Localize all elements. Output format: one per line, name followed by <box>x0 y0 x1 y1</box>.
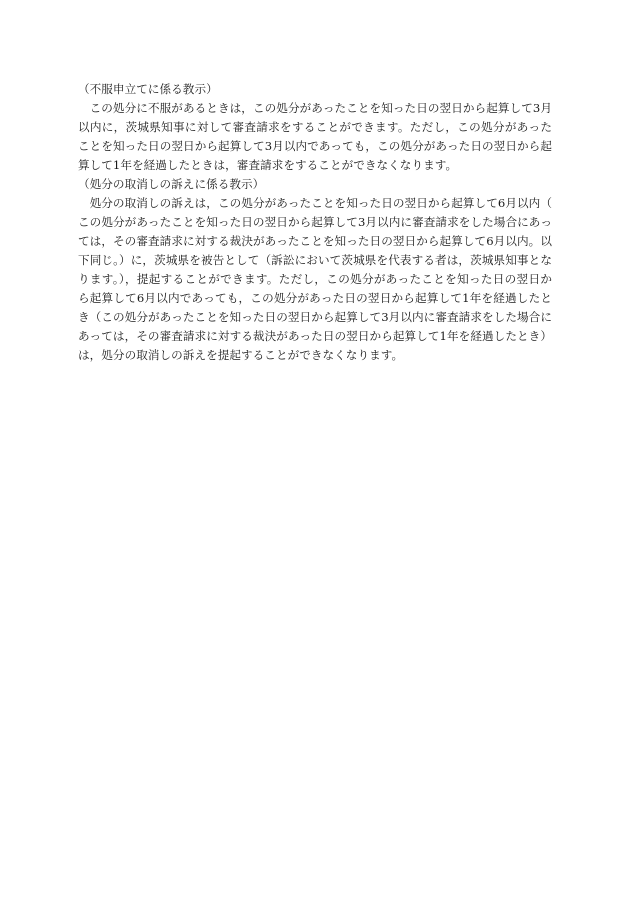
revocation-suit-notice-heading: （処分の取消しの訴えに係る教示） <box>78 177 265 191</box>
document-content <box>78 80 552 365</box>
revocation-suit-notice-body: 処分の取消しの訴えは，この処分があったことを知った日の翌日から起算して6月以内（この処分があったことを知った日の翌日から起算して3月以内に審査請求をした場合にあっては，その審査請求に対する裁決があったことを知った日の翌日から起算して6月以内。以下同じ。）に，茨城県を被告として（訴訟において茨城県を代表する者は，茨城県知事となります。），提起することができます。ただし，この処分があったことを知った日の翌日から起算して6月以内であっても，この処分があった日の翌日から起算して1年を経過したとき（この処分があったことを知った日の翌日から起算して3月以内に審査請求をした場合にあっては，その審査請求に対する裁決があった日の翌日から起算して1年を経過したとき）は，処分の取消しの訴えを提起することができなくなります。 <box>78 196 552 362</box>
revocation-suit-notice-section <box>78 175 552 365</box>
appeal-notice-body: この処分に不服があるときは，この処分があったことを知った日の翌日から起算して3月以内に，茨城県知事に対して審査請求をすることができます。ただし，この処分があったことを知った日の翌日から起算して3月以内であっても，この処分があった日の翌日から起算して1年を経過したときは，審査請求をすることができなくなります。 <box>78 101 552 172</box>
appeal-notice-section <box>78 80 552 175</box>
appeal-notice-heading: （不服申立てに係る教示） <box>78 82 218 96</box>
